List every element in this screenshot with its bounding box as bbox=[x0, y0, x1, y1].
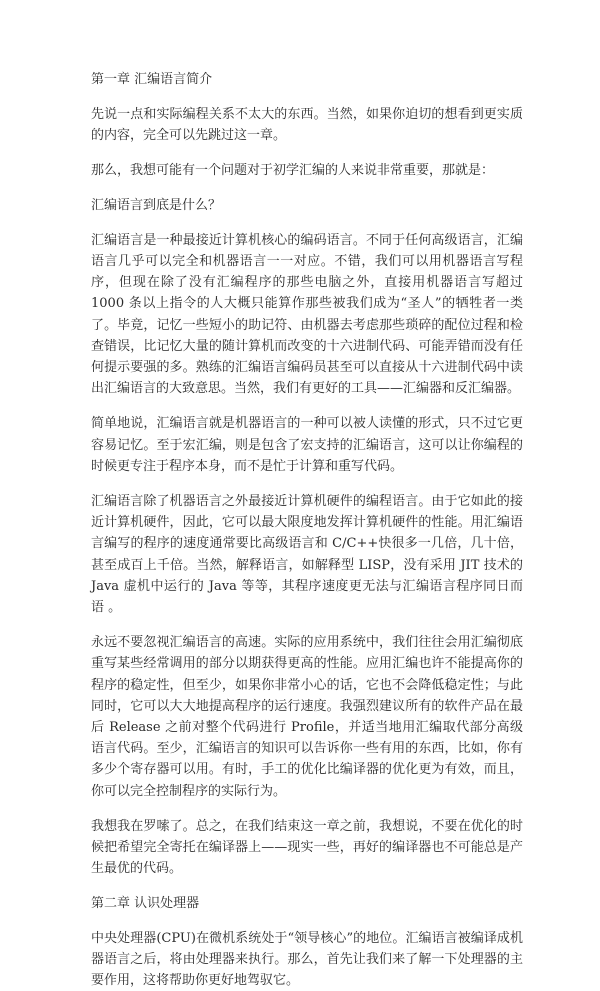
chapter-1-paragraph-5: 我想我在罗嗦了。总之，在我们结束这一章之前，我想说，不要在优化的时候把希望完全寄托在编译器上——现实一些，再好的编译器也不可能总是产生最优的代码。 bbox=[91, 816, 523, 880]
chapter-1-question-lead: 那么，我想可能有一个问题对于初学汇编的人来说非常重要，那就是： bbox=[91, 160, 523, 181]
chapter-1-title: 第一章 汇编语言简介 bbox=[91, 70, 523, 90]
chapter-2-paragraph-1: 中央处理器(CPU)在微机系统处于“领导核心”的地位。汇编语言被编译成机器语言之后，将由处理器来执行。那么，首先让我们来了解一下处理器的主要作用，这将帮助你更好地驾驭它。 bbox=[91, 928, 523, 991]
chapter-1-paragraph-4: 永远不要忽视汇编语言的高速。实际的应用系统中，我们往往会用汇编彻底重写某些经常调用的部分以期获得更高的性能。应用汇编也许不能提高你的程序的稳定性，但至少，如果你非常小心的话，它也不会降低稳定性；与此同时，它可以大大地提高程序的运行速度。我强烈建议所有的软件产品在最后 Release 之前对整个代码进行 Profile，并适当地用汇编取代部分高级语言代码。至少，汇编语言的知识可以告诉你一些有用的东西，比如，你有多少个寄存器可以用。有时，手工的优化比编译器的优化更为有效，而且，你可以完全控制程序的实际行为。 bbox=[91, 632, 523, 802]
chapter-2-title: 第二章 认识处理器 bbox=[91, 894, 523, 914]
chapter-1-intro: 先说一点和实际编程关系不太大的东西。当然，如果你迫切的想看到更实质的内容，完全可以先跳过这一章。 bbox=[91, 104, 523, 146]
chapter-1-paragraph-1: 汇编语言是一种最接近计算机核心的编码语言。不同于任何高级语言，汇编语言几乎可以完全和机器语言一一对应。不错，我们可以用机器语言写程序，但现在除了没有汇编程序的那些电脑之外，直接用机器语言写超过 1000 条以上指令的人大概只能算作那些被我们成为“圣人”的牺牲者一类了。毕竟，记忆一些短小的助记符、由机器去考虑那些琐碎的配位过程和检查错误，比记忆大量的随计算机而改变的十六进制代码、可能弄错而没有任何提示要强的多。熟练的汇编语言编码员甚至可以直接从十六进制代码中读出汇编语言的大致意思。当然，我们有更好的工具——汇编器和反汇编器。 bbox=[91, 230, 523, 400]
chapter-1-paragraph-2: 简单地说，汇编语言就是机器语言的一种可以被人读懂的形式，只不过它更容易记忆。至于宏汇编，则是包含了宏支持的汇编语言，这可以让你编程的时候更专注于程序本身，而不是忙于计算和重写代码。 bbox=[91, 413, 523, 477]
chapter-1-question: 汇编语言到底是什么？ bbox=[91, 195, 523, 216]
chapter-1-paragraph-3: 汇编语言除了机器语言之外最接近计算机硬件的编程语言。由于它如此的接近计算机硬件，因此，它可以最大限度地发挥计算机硬件的性能。用汇编语言编写的程序的速度通常要比高级语言和 C/C++快很多一几倍，几十倍，甚至成百上千倍。当然，解释语言，如解释型 LISP，没有采用 JIT 技术的 Java 虚机中运行的 Java 等等，其程序速度更无法与汇编语言程序同日而语 。 bbox=[91, 491, 523, 618]
document-page bbox=[91, 70, 523, 991]
